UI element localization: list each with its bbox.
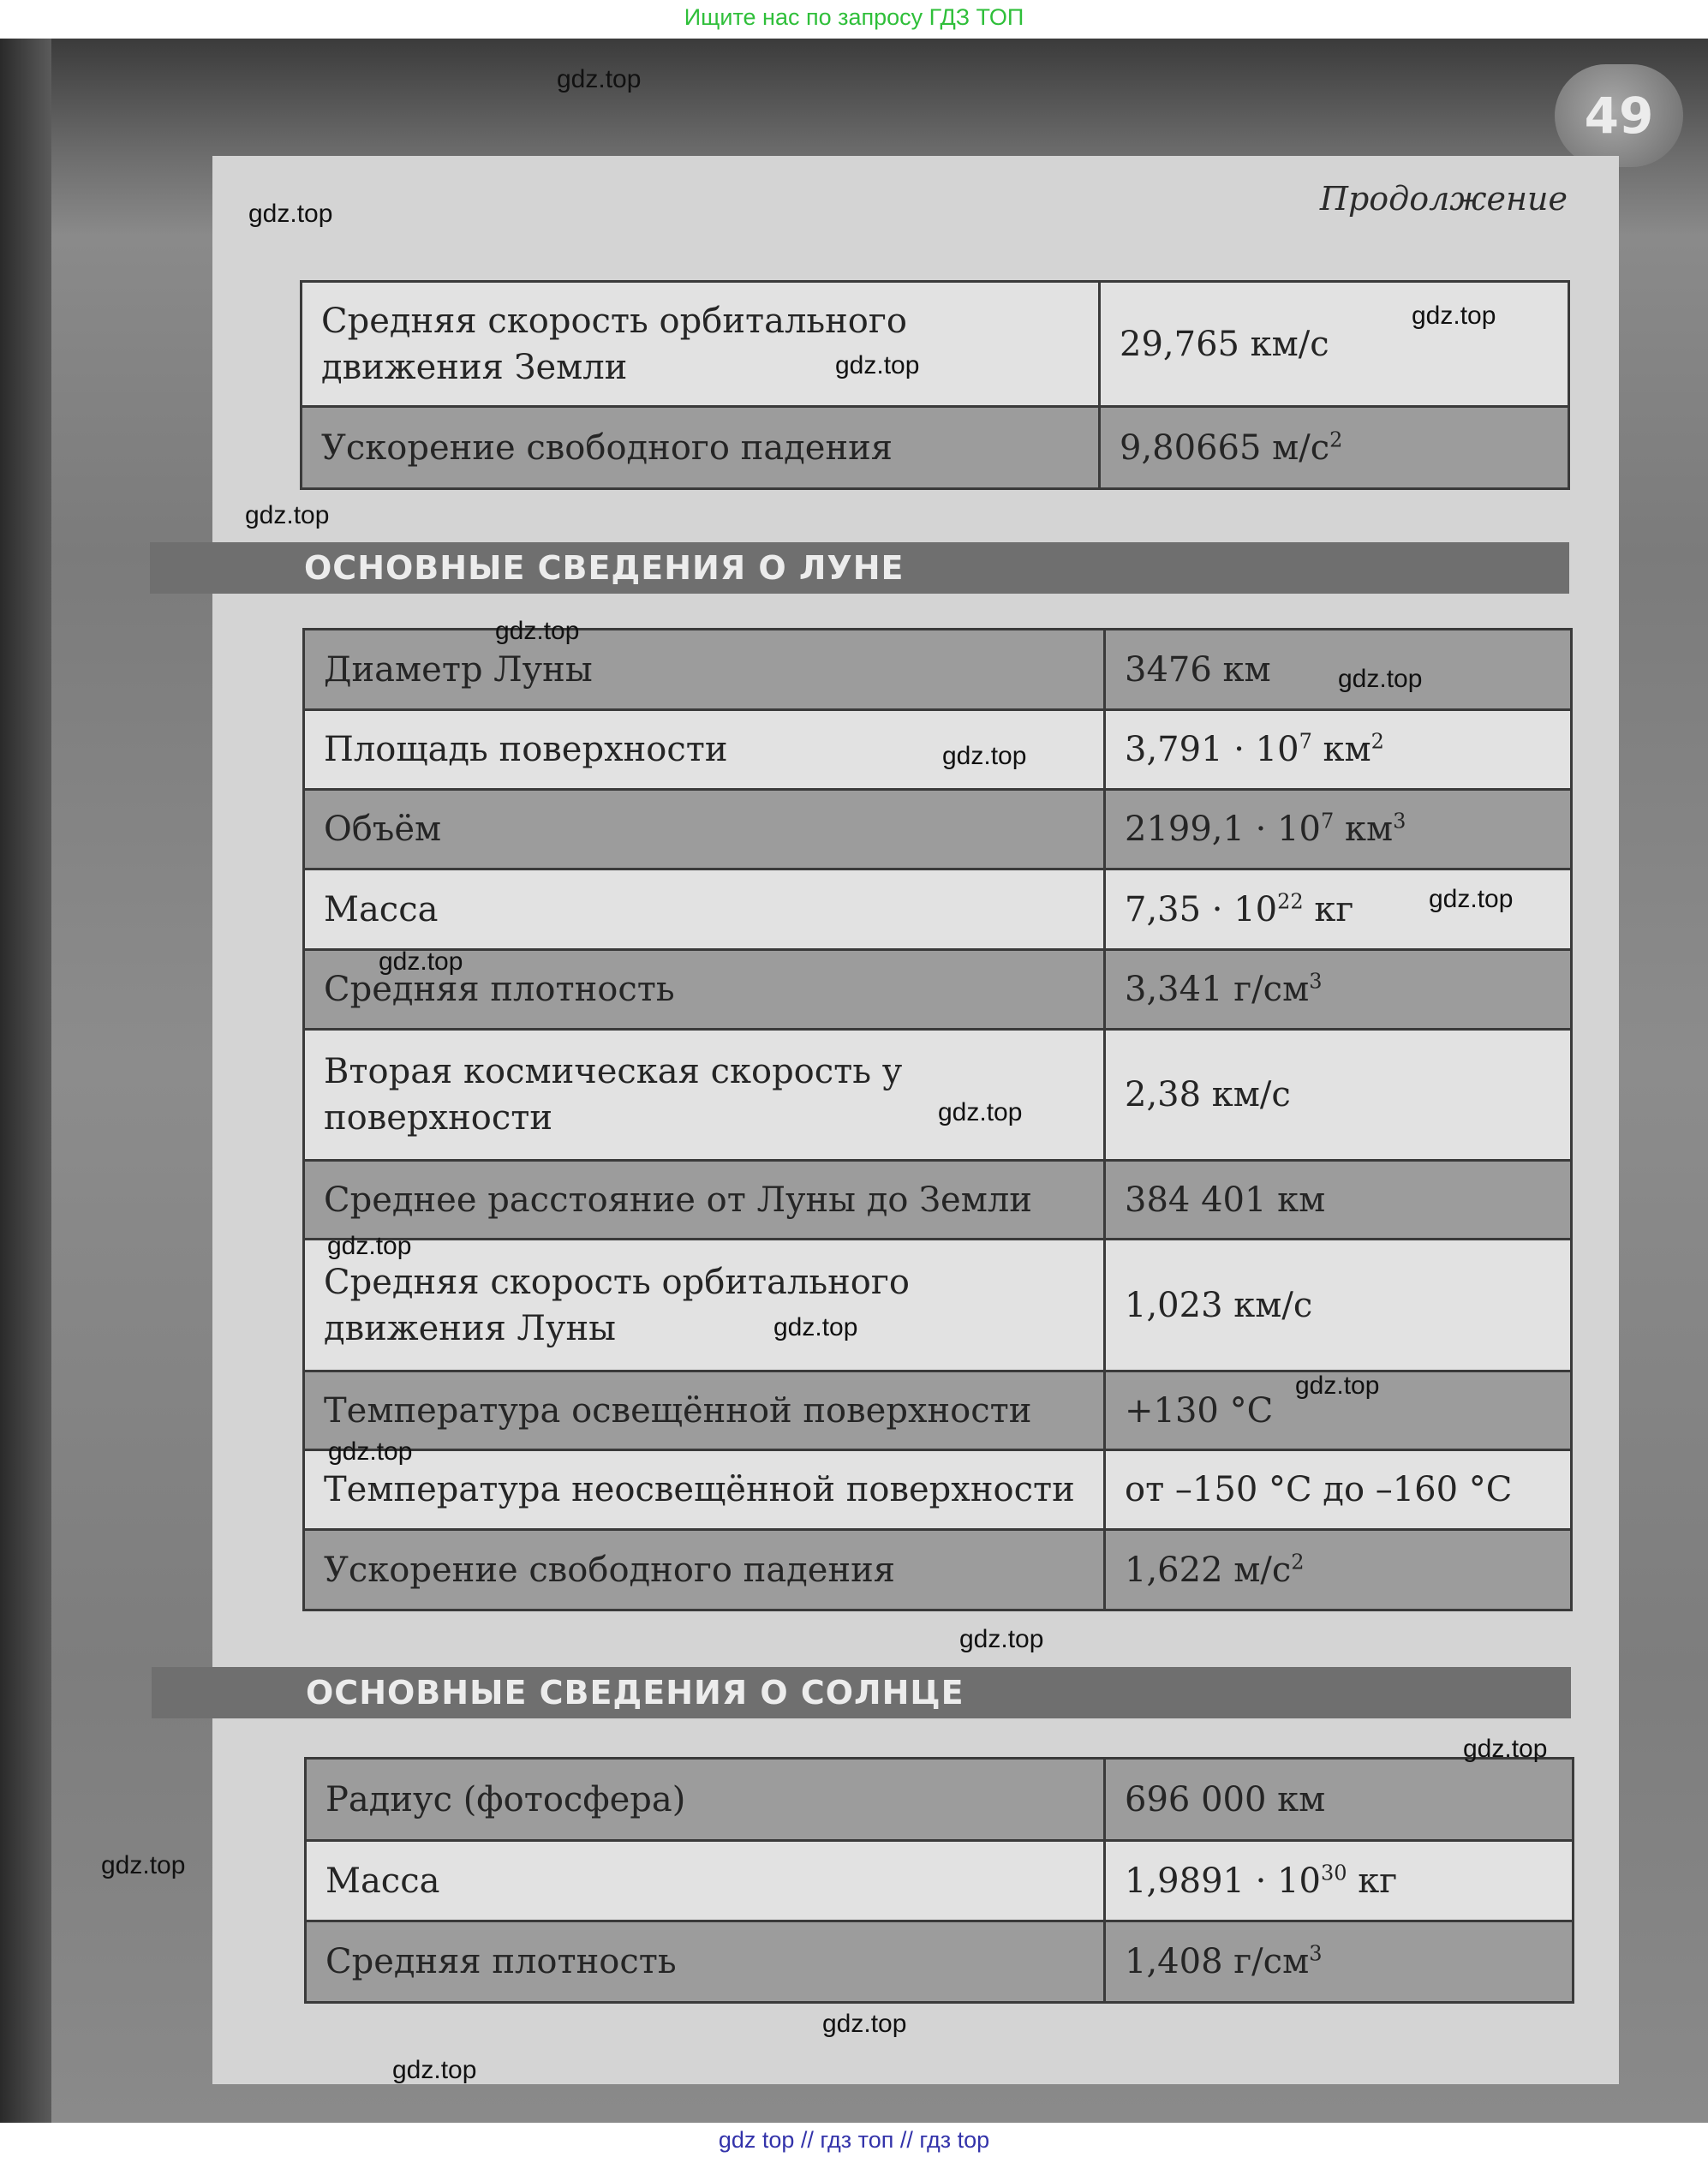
- table-row: [306, 1759, 1574, 1841]
- row-label: Радиус (фотосфера): [306, 1759, 1105, 1841]
- row-value: 3476 км: [1105, 630, 1572, 710]
- row-label: Ускорение свободного падения: [302, 407, 1100, 489]
- row-label: Масса: [304, 869, 1105, 950]
- sun-section-title: ОСНОВНЫЕ СВЕДЕНИЯ О СОЛНЦЕ: [152, 1667, 1571, 1718]
- watermark: gdz.top: [101, 1851, 186, 1879]
- watermark: gdz.top: [328, 1437, 413, 1466]
- watermark: gdz.top: [959, 1625, 1044, 1653]
- row-value: 384 401 км: [1105, 1161, 1572, 1240]
- table-row: [304, 710, 1572, 790]
- watermark: gdz.top: [245, 501, 330, 529]
- page-number-badge: 49: [1555, 64, 1683, 167]
- table-row: [304, 950, 1572, 1030]
- table-row: [304, 869, 1572, 950]
- watermark: gdz.top: [822, 2010, 907, 2038]
- table-row: [304, 790, 1572, 869]
- row-label: Средняя скорость орбитального движения Земли: [302, 282, 1100, 407]
- moon-section-title: ОСНОВНЫЕ СВЕДЕНИЯ О ЛУНЕ: [150, 542, 1569, 594]
- row-value: 2,38 км/с: [1105, 1030, 1572, 1161]
- row-label: Диаметр Луны: [304, 630, 1105, 710]
- watermark: gdz.top: [1338, 665, 1423, 693]
- watermark: gdz.top: [248, 200, 333, 228]
- watermark: gdz.top: [1463, 1735, 1548, 1763]
- row-value: $1,9891 \cdot 10^{30}$ кг: [1105, 1841, 1574, 1921]
- row-value: +130 °С: [1105, 1371, 1572, 1450]
- row-value: 29,765 км/с: [1100, 282, 1569, 407]
- row-value: 1,622 $м/с^2$: [1105, 1530, 1572, 1610]
- row-value: $7,35 \cdot 10^{22}$ кг: [1105, 869, 1572, 950]
- watermark: gdz.top: [379, 947, 463, 976]
- book-spine: [0, 39, 51, 2123]
- watermark: gdz.top: [942, 742, 1027, 770]
- watermark: gdz.top: [835, 351, 920, 379]
- row-label: Площадь поверхности: [304, 710, 1105, 790]
- watermark: gdz.top: [938, 1098, 1023, 1126]
- table-row: [304, 1240, 1572, 1371]
- top-banner: Ищите нас по запросу ГДЗ ТОП: [684, 4, 1024, 30]
- row-value: 1,408 $г/см^3$: [1105, 1921, 1574, 2003]
- sun-table: [304, 1757, 1574, 2004]
- watermark: gdz.top: [392, 2056, 477, 2084]
- bottom-banner: gdz top // гдз топ // гдз top: [0, 2123, 1708, 2157]
- table-row: [302, 407, 1569, 489]
- row-value: 1,023 км/с: [1105, 1240, 1572, 1371]
- table-row: [302, 282, 1569, 407]
- row-label: Средняя плотность: [306, 1921, 1105, 2003]
- watermark: gdz.top: [773, 1313, 858, 1341]
- table-row: [304, 1161, 1572, 1240]
- watermark: gdz.top: [327, 1232, 412, 1260]
- table-row: [304, 1030, 1572, 1161]
- table-row: [306, 1841, 1574, 1921]
- row-label: Средняя плотность: [304, 950, 1105, 1030]
- row-label: Температура неосвещённой поверхности: [304, 1450, 1105, 1530]
- watermark: gdz.top: [1429, 885, 1514, 913]
- row-label: Температура освещённой поверхности: [304, 1371, 1105, 1450]
- row-label: Ускорение свободного падения: [304, 1530, 1105, 1610]
- row-label: Вторая космическая скорость у поверхности: [304, 1030, 1105, 1161]
- row-label: Масса: [306, 1841, 1105, 1921]
- earth-table: [300, 280, 1570, 490]
- watermark: gdz.top: [1295, 1371, 1380, 1400]
- row-value: от –150 °С до –160 °С: [1105, 1450, 1572, 1530]
- row-value: 9,80665 $м/с^2$: [1100, 407, 1569, 489]
- table-row: [306, 1921, 1574, 2003]
- table-row: [304, 1371, 1572, 1450]
- table-row: [304, 1450, 1572, 1530]
- row-value: $3,791 \cdot 10^7$ $км^2$: [1105, 710, 1572, 790]
- watermark: gdz.top: [1412, 302, 1496, 330]
- continuation-label: Продолжение: [1319, 180, 1568, 218]
- row-label: Среднее расстояние от Луны до Земли: [304, 1161, 1105, 1240]
- row-label: Средняя скорость орбитального движения Луны: [304, 1240, 1105, 1371]
- row-value: 3,341 $г/см^3$: [1105, 950, 1572, 1030]
- row-value: 696 000 км: [1105, 1759, 1574, 1841]
- row-value: $2199,1 \cdot 10^7$ $км^3$: [1105, 790, 1572, 869]
- row-label: Объём: [304, 790, 1105, 869]
- watermark: gdz.top: [557, 65, 642, 93]
- table-row: [304, 1530, 1572, 1610]
- watermark: gdz.top: [495, 617, 580, 645]
